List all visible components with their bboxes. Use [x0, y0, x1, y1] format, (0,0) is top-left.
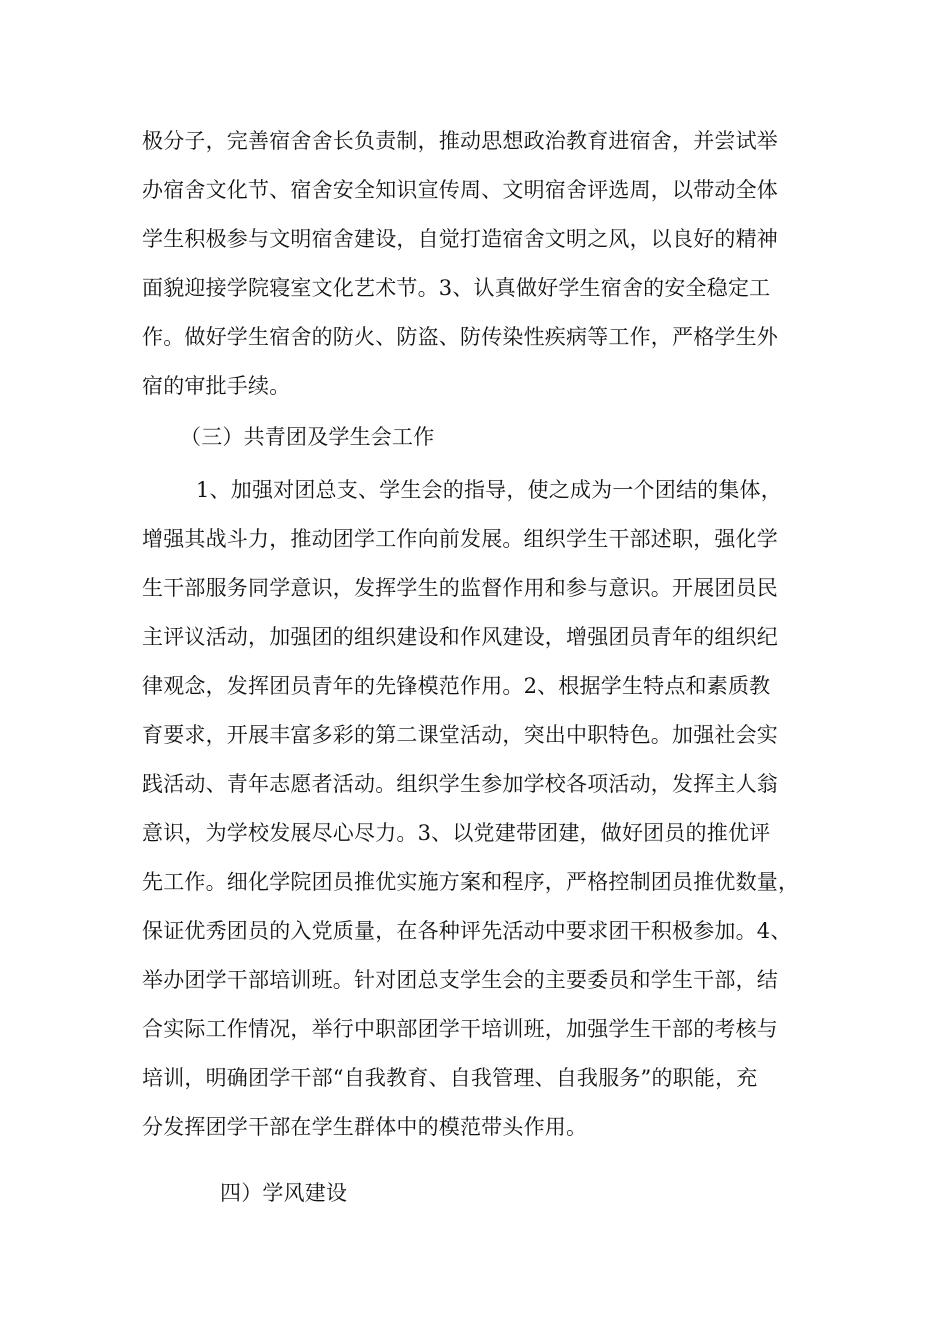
body-text-line: 宿的审批手续。: [142, 374, 291, 398]
body-text-line: 先工作。细化学院团员推优实施方案和程序，严格控制团员推优数量，: [142, 870, 800, 894]
body-text-line: 极分子，完善宿舍舍长负责制，推动思想政治教育进宿舍，并尝试举: [142, 129, 778, 153]
body-text-line: 面貌迎接学院寝室文化艺术节。3、认真做好学生宿舍的安全稳定工: [142, 276, 771, 300]
body-text-line: 作。做好学生宿舍的防火、防盗、防传染性疾病等工作，严格学生外: [142, 325, 778, 349]
section-heading-study-style: 四）学风建设: [220, 1181, 348, 1205]
body-text-line: 合实际工作情况，举行中职部团学干培训班，加强学生干部的考核与: [142, 1017, 778, 1041]
body-text-line: 1、加强对团总支、学生会的指导，使之成为一个团结的集体，: [196, 478, 782, 502]
body-text-line: 意识，为学校发展尽心尽力。3、以党建带团建，做好团员的推优评: [142, 821, 771, 845]
body-text-line: 保证优秀团员的入党质量，在各种评先活动中要求团干积极参加。4、: [142, 919, 792, 943]
body-text-line: 培训，明确团学干部“自我教育、自我管理、自我服务”的职能，充: [142, 1066, 758, 1090]
section-heading-youth-league: （三）共青团及学生会工作: [180, 425, 435, 449]
body-text-line: 育要求，开展丰富多彩的第二课堂活动，突出中职特色。加强社会实: [142, 723, 778, 747]
body-text-line: 律观念，发挥团员青年的先锋模范作用。2、根据学生特点和素质教: [142, 674, 771, 698]
body-text-line: 学生积极参与文明宿舍建设，自觉打造宿舍文明之风，以良好的精神: [142, 227, 778, 251]
body-text-line: 生干部服务同学意识，发挥学生的监督作用和参与意识。开展团员民: [142, 576, 778, 600]
body-text-line: 分发挥团学干部在学生群体中的模范带头作用。: [142, 1115, 588, 1139]
body-text-line: 办宿舍文化节、宿舍安全知识宣传周、文明宿舍评选周，以带动全体: [142, 178, 778, 202]
body-text-line: 主评议活动，加强团的组织建设和作风建设，增强团员青年的组织纪: [142, 625, 778, 649]
body-text-line: 举办团学干部培训班。针对团总支学生会的主要委员和学生干部，结: [142, 968, 778, 992]
body-text-line: 践活动、青年志愿者活动。组织学生参加学校各项活动，发挥主人翁: [142, 772, 778, 796]
body-text-line: 增强其战斗力，推动团学工作向前发展。组织学生干部述职，强化学: [142, 527, 778, 551]
